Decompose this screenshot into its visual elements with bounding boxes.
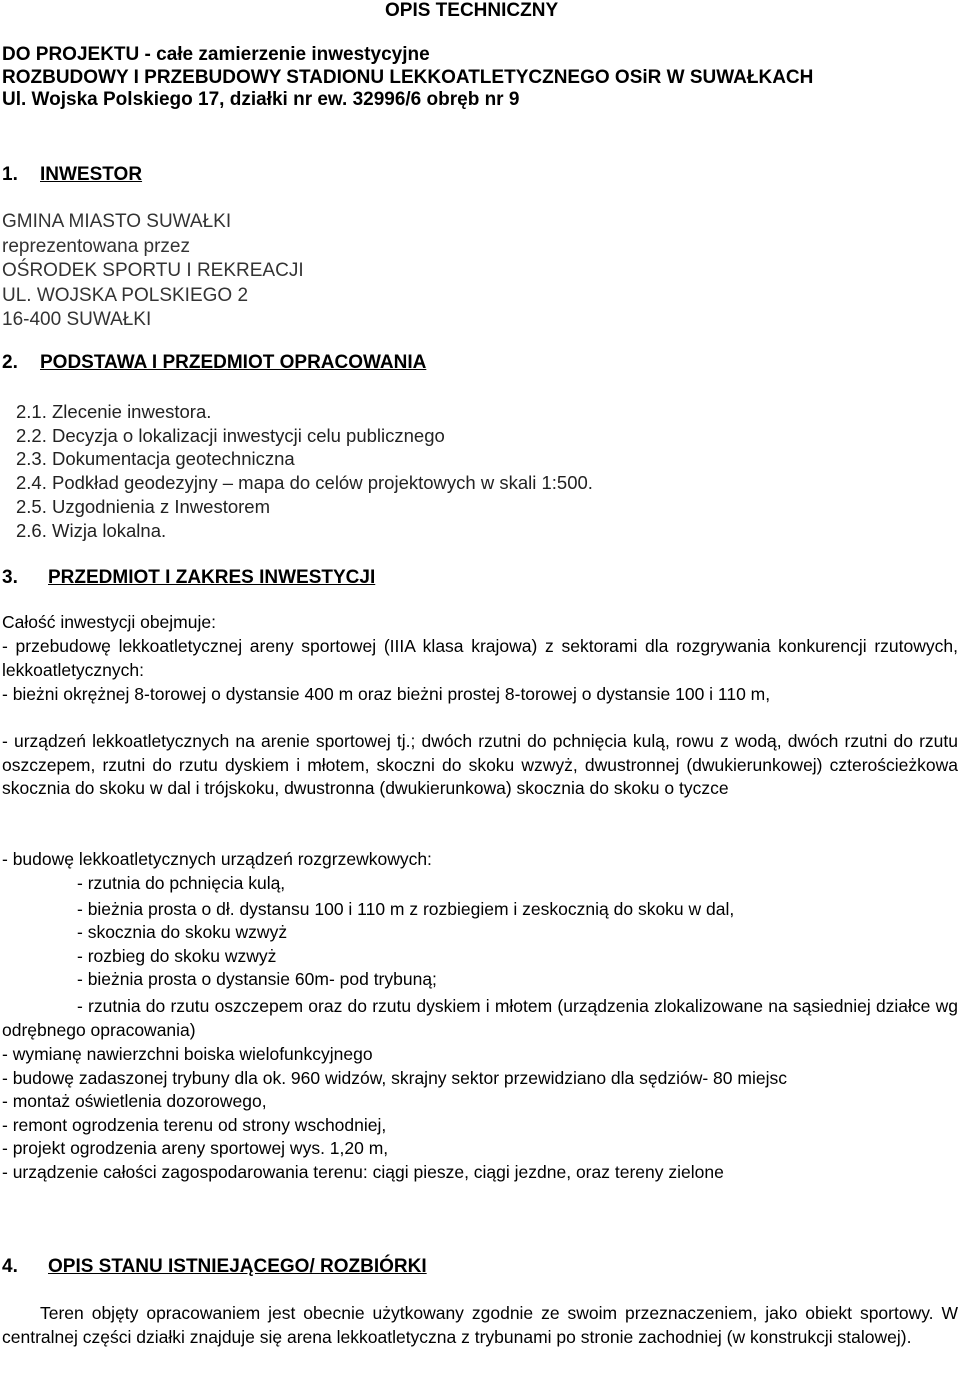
section-2-heading [2, 352, 426, 374]
project-header [2, 44, 813, 112]
project-line-1: DO PROJEKTU - całe zamierzenie inwestycyjne [2, 44, 430, 65]
project-line-3: Ul. Wojska Polskiego 17, działki nr ew. 32996/6 obręb nr 9 [2, 89, 520, 110]
investor-line: GMINA MIASTO SUWAŁKI [2, 211, 232, 232]
investor-line: reprezentowana przez [2, 235, 190, 257]
basis-list [16, 400, 593, 542]
section-4-title: OPIS STANU ISTNIEJĄCEGO/ ROZBIÓRKI [48, 1256, 427, 1277]
basis-item: 2.1. Zlecenie inwestora. [16, 401, 212, 422]
project-line-2: ROZBUDOWY I PRZEBUDOWY STADIONU LEKKOATLETYCZNEGO OSiR W SUWAŁKACH [2, 66, 814, 88]
warmup-item: - bieżnia prosta o dł. dystansu 100 i 110 m z rozbiegiem i zeskocznią do skoku w dal, [77, 898, 735, 919]
scope-paragraph-4: - budowę lekkoatletycznych urządzeń rozgrzewkowych: [2, 849, 432, 869]
scope-item: - remont ogrodzenia terenu od strony wschodniej, [2, 1114, 387, 1135]
section-2-title: PODSTAWA I PRZEDMIOT OPRACOWANIA [40, 352, 427, 373]
scope-intro: Całość inwestycji obejmuje: [2, 612, 216, 632]
scope-item: - urządzenie całości zagospodarowania terenu: ciągi piesze, ciągi jezdne, oraz tereny zielone [2, 1161, 724, 1182]
warmup-item: - rozbieg do skoku wzwyż [77, 945, 277, 966]
existing-state-paragraph: Teren objęty opracowaniem jest obecnie użytkowany zgodnie ze swoim przeznaczeniem, jako obiekt sportowy. W centralnej części działki znajduje się arena lekkoatletyczna z trybunami po stronie zachodniej (w konstrukcji stalowej). [2, 1303, 958, 1347]
section-2-number: 2. [2, 352, 18, 373]
investor-line: OŚRODEK SPORTU I REKREACJI [2, 260, 304, 281]
basis-item: 2.5. Uzgodnienia z Inwestorem [16, 495, 270, 517]
section-3-heading [2, 567, 375, 589]
warmup-item: - rzutnia do pchnięcia kulą, [77, 873, 286, 893]
warmup-item-last: - rzutnia do rzutu oszczepem oraz do rzutu dyskiem i młotem (urządzenia zlokalizowane na sąsiedniej działce wg odrębnego opracowania) [2, 996, 958, 1040]
section-1-title: INWESTOR [40, 164, 143, 185]
basis-item: 2.6. Wizja lokalna. [16, 519, 167, 541]
section-3-number: 3. [2, 567, 18, 588]
scope-paragraph-3: - urządzeń lekkoatletycznych na arenie sportowej tj.; dwóch rzutni do pchnięcia kulą, rowu z wodą, dwóch rzutni do rzutu oszczepem, rzutni do rzutu dyskiem i młotem, skoczni do skoku wzwyż, dwustronnej (dwukierunkowej) czterościeżkowa skocznia do skoku w dal i trójskoku, dwustronna (dwukierunkowa) skocznia do skoku o tyczce [2, 731, 958, 799]
document-title: OPIS TECHNICZNY [385, 0, 559, 21]
investor-block [2, 210, 304, 333]
scope-paragraph-2: - bieżni okrężnej 8-torowej o dystansie 400 m oraz bieżni prostej 8-torowej o dystansie 100 i 110 m, [2, 684, 771, 704]
section-1-number: 1. [2, 164, 18, 185]
scope-list [2, 1043, 958, 1185]
section-1-heading [2, 164, 142, 186]
scope-paragraph-1: - przebudowę lekkoatletycznej areny sportowej (IIIA klasa krajowa) z sektorami dla rozgrywania konkurencji rzutowych, lekkoatletycznych: [2, 636, 958, 680]
warmup-list [2, 872, 958, 992]
investor-line: UL. WOJSKA POLSKIEGO 2 [2, 284, 249, 306]
investor-line: 16-400 SUWAŁKI [2, 309, 152, 330]
section-3-title: PRZEDMIOT I ZAKRES INWESTYCJI [48, 567, 376, 588]
section-4-heading [2, 1256, 427, 1278]
scope-item: - budowę zadaszonej trybuny dla ok. 960 widzów, skrajny sektor przewidziano dla sędziów- 80 miejsc [2, 1067, 787, 1088]
warmup-item: - skocznia do skoku wzwyż [77, 922, 288, 943]
basis-item: 2.2. Decyzja o lokalizacji inwestycji celu publicznego [16, 424, 445, 446]
scope-item: - montaż oświetlenia dozorowego, [2, 1091, 267, 1112]
section-4-number: 4. [2, 1256, 18, 1277]
basis-item: 2.3. Dokumentacja geotechniczna [16, 448, 295, 470]
scope-item: - wymianę nawierzchni boiska wielofunkcyjnego [2, 1044, 373, 1064]
basis-item: 2.4. Podkład geodezyjny – mapa do celów projektowych w skali 1:500. [16, 472, 593, 494]
warmup-item: - bieżnia prosta o dystansie 60m- pod trybuną; [77, 969, 437, 990]
scope-item: - projekt ogrodzenia areny sportowej wys. 1,20 m, [2, 1138, 389, 1159]
